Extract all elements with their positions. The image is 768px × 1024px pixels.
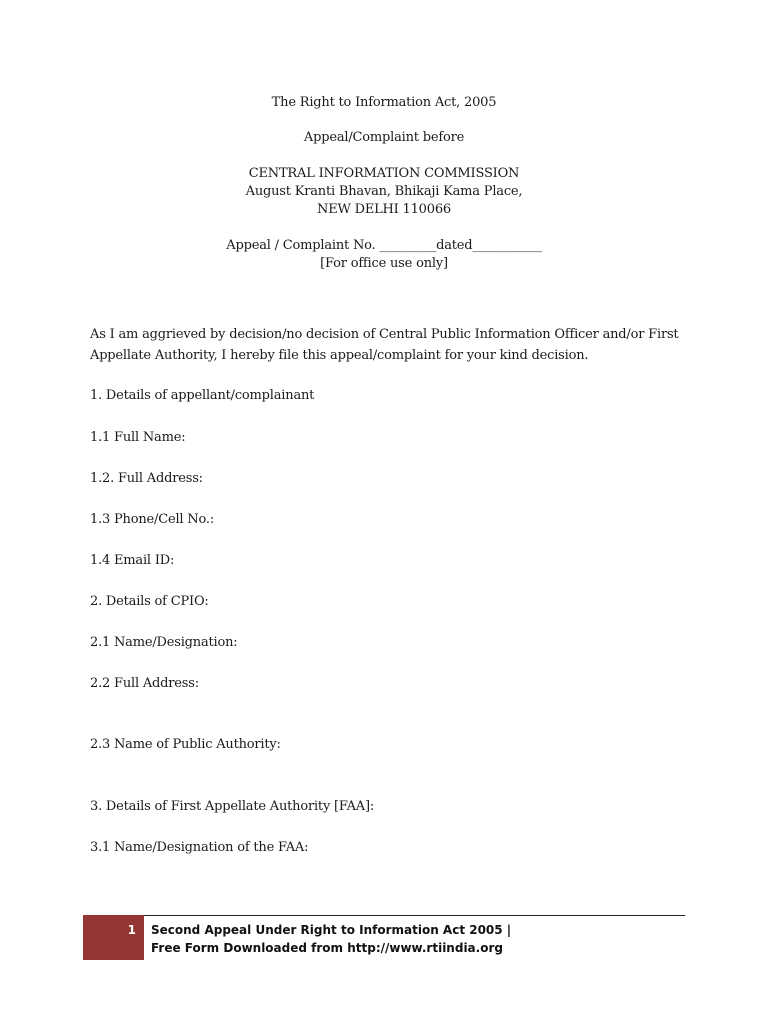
field-phone: 1.3 Phone/Cell No.: bbox=[90, 512, 214, 527]
field-full-name: 1.1 Full Name: bbox=[90, 430, 186, 445]
office-use-note: [For office use only] bbox=[320, 256, 448, 271]
section-appellant-details: 1. Details of appellant/complainant bbox=[90, 388, 315, 403]
field-public-authority: 2.3 Name of Public Authority: bbox=[90, 737, 281, 752]
section-faa-details: 3. Details of First Appellate Authority [FAA]: bbox=[90, 799, 375, 814]
footer-line-1: Second Appeal Under Right to Information Act 2005 | bbox=[151, 923, 512, 937]
field-email: 1.4 Email ID: bbox=[90, 553, 175, 568]
intro-paragraph: As I am aggrieved by decision/no decision of Central Public Information Officer and/or First Appellate Authority, I hereby file this appeal/complaint for your kind decision. bbox=[90, 327, 679, 363]
address-line-2: NEW DELHI 110066 bbox=[317, 202, 451, 217]
field-cpio-full-address: 2.2 Full Address: bbox=[90, 676, 199, 691]
footer-page-number: 1 bbox=[83, 915, 144, 960]
footer-rule bbox=[144, 915, 685, 916]
footer-line-2: Free Form Downloaded from http://www.rtiindia.org bbox=[151, 941, 503, 955]
field-faa-name-designation: 3.1 Name/Designation of the FAA: bbox=[90, 840, 309, 855]
footer-text bbox=[151, 921, 511, 957]
complaint-number-line: Appeal / Complaint No. _________dated___________ bbox=[226, 238, 542, 253]
field-full-address: 1.2. Full Address: bbox=[90, 471, 203, 486]
act-title: The Right to Information Act, 2005 bbox=[271, 95, 497, 110]
field-cpio-name-designation: 2.1 Name/Designation: bbox=[90, 635, 238, 650]
appeal-before: Appeal/Complaint before bbox=[303, 130, 465, 145]
address-line-1: August Kranti Bhavan, Bhikaji Kama Place, bbox=[245, 184, 523, 199]
commission-name: CENTRAL INFORMATION COMMISSION bbox=[248, 166, 520, 181]
section-cpio-details: 2. Details of CPIO: bbox=[90, 594, 209, 609]
